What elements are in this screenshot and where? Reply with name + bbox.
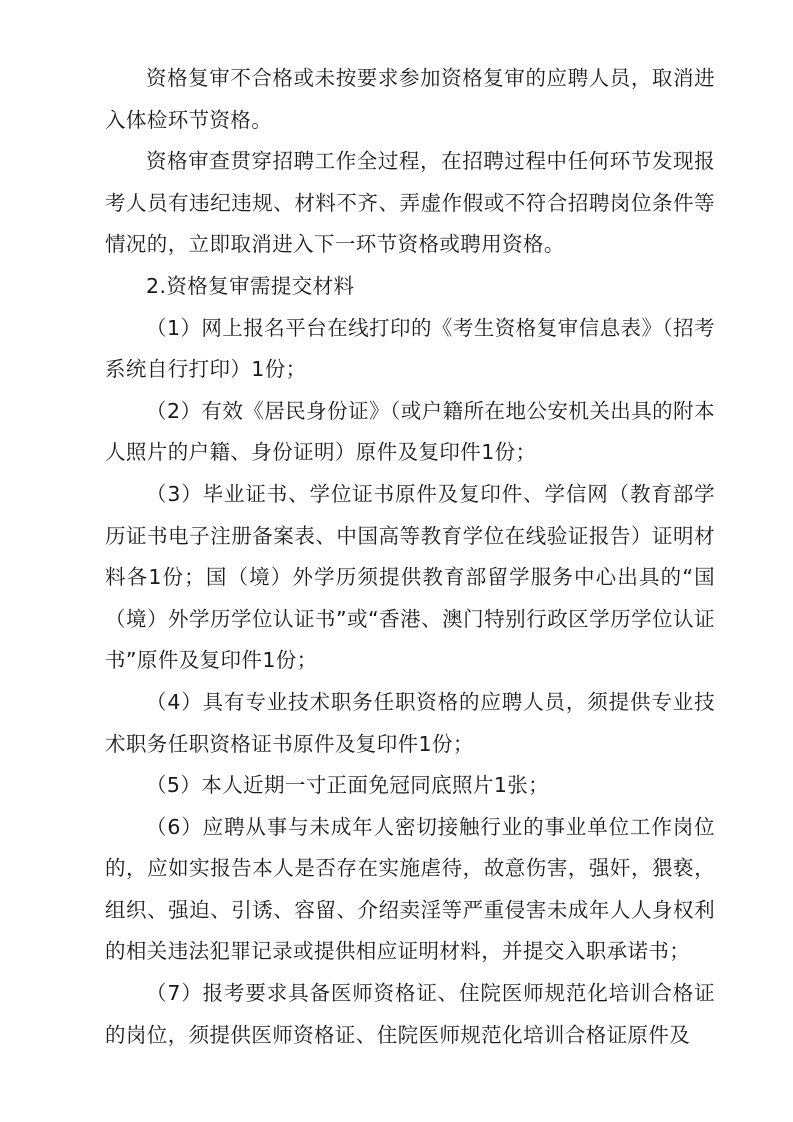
list-item-7: （7）报考要求具备医师资格证、住院医师规范化培训合格证的岗位，须提供医师资格证、住院医师规范化培训合格证原件及 <box>105 981 715 1047</box>
paragraph-review-throughout: 资格审查贯穿招聘工作全过程，在招聘过程中任何环节发现报考人员有违纪违规、材料不齐、弄虚作假或不符合招聘岗位条件等情况的，立即取消进入下一环节资格或聘用资格。 <box>105 149 715 257</box>
list-item-2: （2）有效《居民身份证》（或户籍所在地公安机关出具的附本人照片的户籍、身份证明）原件及复印件1份； <box>105 398 715 465</box>
list-item-1: （1）网上报名平台在线打印的《考生资格复审信息表》（招考系统自行打印）1份； <box>105 315 715 382</box>
section-heading-materials: 2.资格复审需提交材料 <box>146 273 355 298</box>
list-item-4: （4）具有专业技术职务任职资格的应聘人员，须提供专业技术职务任职资格证书原件及复印件1份； <box>105 689 715 756</box>
paragraph-review-failure: 资格复审不合格或未按要求参加资格复审的应聘人员，取消进入体检环节资格。 <box>105 66 715 132</box>
list-item-6: （6）应聘从事与未成年人密切接触行业的事业单位工作岗位的，应如实报告本人是否存在实施虐待，故意伤害，强奸，猥亵，组织、强迫、引诱、容留、介绍卖淫等严重侵害未成年人人身权利的相关违法犯罪记录或提供相应证明材料，并提交入职承诺书； <box>105 814 715 964</box>
list-item-3: （3）毕业证书、学位证书原件及复印件、学信网（教育部学历证书电子注册备案表、中国高等教育学位在线验证报告）证明材料各1份；国（境）外学历须提供教育部留学服务中心出具的“国（境）外学历学位认证书”或“香港、澳门特别行政区学历学位认证书”原件及复印件1份； <box>105 481 715 673</box>
list-item-5: （5）本人近期一寸正面免冠同底照片1张； <box>146 773 550 798</box>
document-body <box>105 58 715 1056</box>
